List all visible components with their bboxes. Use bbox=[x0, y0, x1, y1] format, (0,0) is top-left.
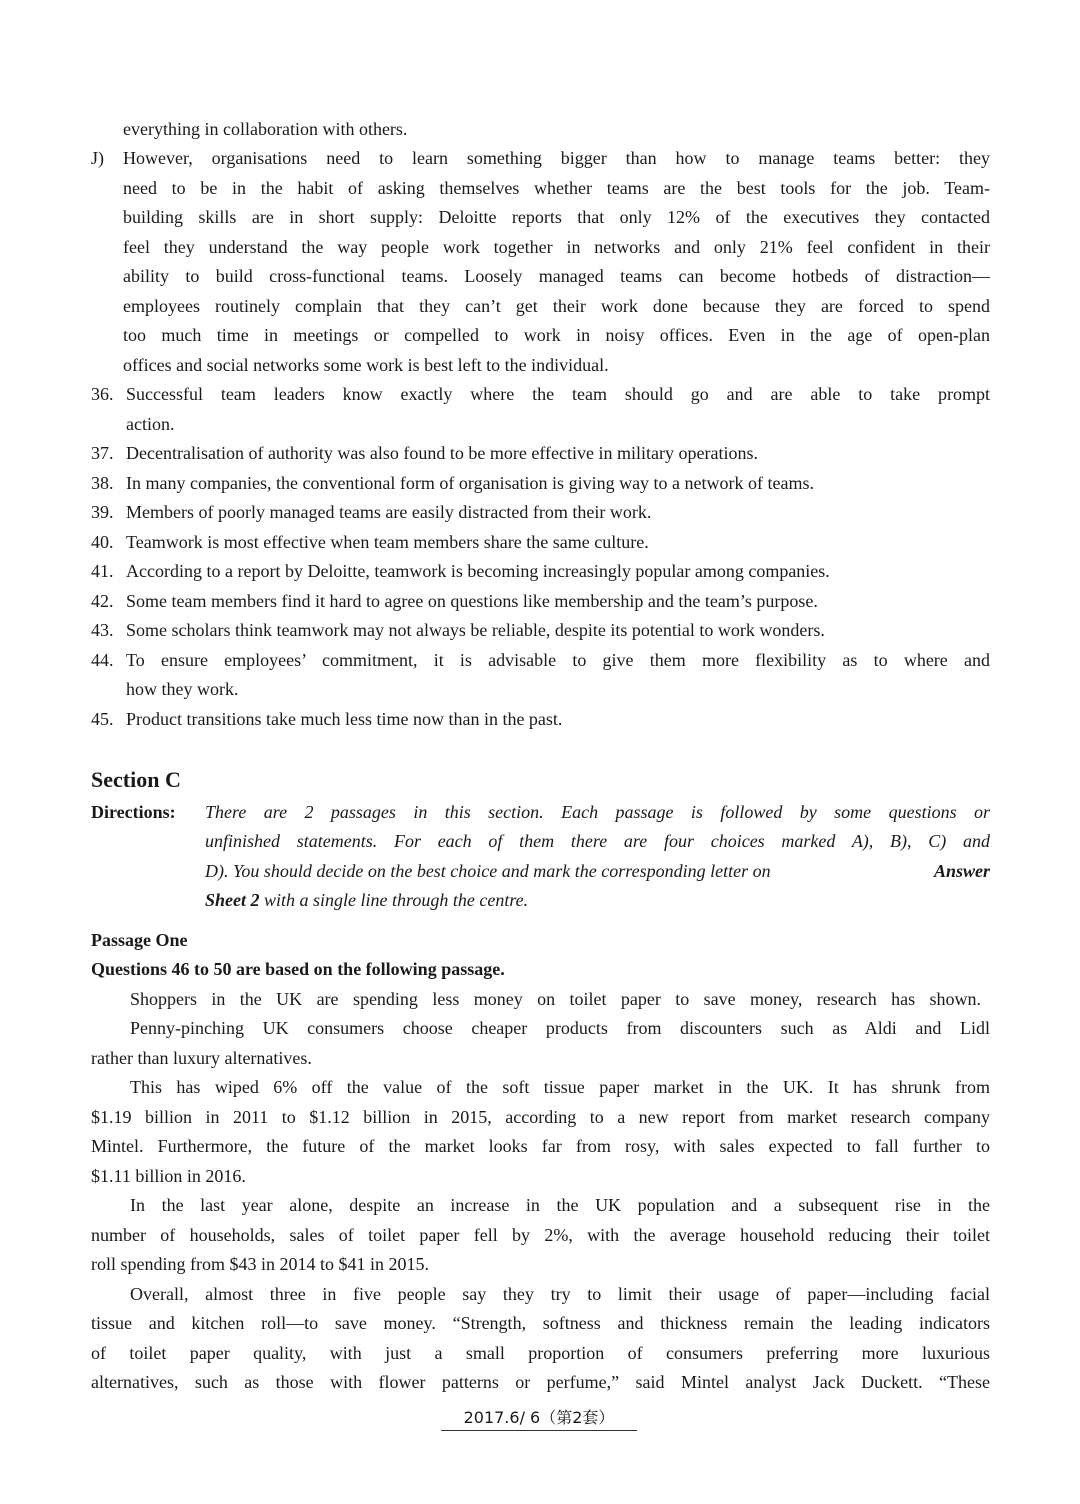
question-text: To ensure employees’ commitment, it is advisable to give them more flexibility as to where and bbox=[126, 650, 990, 670]
question-text: Teamwork is most effective when team members share the same culture. bbox=[126, 532, 649, 552]
question-text: Some team members find it hard to agree on questions like membership and the team’s purpose. bbox=[126, 591, 818, 611]
paragraph-j-line: too much time in meetings or compelled to work in noisy offices. Even in the age of open-plan bbox=[123, 325, 990, 345]
question-number: 42. bbox=[91, 591, 114, 611]
passage-line: Overall, almost three in five people say they try to limit their usage of paper—including facial bbox=[130, 1284, 990, 1304]
section-title: Section C bbox=[91, 767, 181, 792]
directions-line: There are 2 passages in this section. Each passage is followed by some questions or bbox=[205, 802, 990, 822]
question-text: Some scholars think teamwork may not always be reliable, despite its potential to work wonders. bbox=[126, 620, 825, 640]
passage-title: Passage One bbox=[91, 930, 188, 950]
directions-last-line bbox=[205, 889, 528, 911]
question-number: 39. bbox=[91, 502, 114, 522]
directions-line: with a single line through the centre. bbox=[264, 890, 529, 910]
question-number: 44. bbox=[91, 650, 114, 670]
directions-label: Directions: bbox=[91, 802, 176, 822]
continuation-line: everything in collaboration with others. bbox=[123, 119, 408, 139]
passage-line: Mintel. Furthermore, the future of the market looks far from rosy, with sales expected to fall further to bbox=[91, 1136, 990, 1156]
question-text: Product transitions take much less time now than in the past. bbox=[126, 709, 563, 729]
paragraph-j-line: need to be in the habit of asking themselves whether teams are the best tools for the job. Team- bbox=[123, 178, 990, 198]
question-text: According to a report by Deloitte, teamwork is becoming increasingly popular among companies. bbox=[126, 561, 830, 581]
passage-line: of toilet paper quality, with just a small proportion of consumers preferring more luxurious bbox=[91, 1343, 990, 1363]
paragraph-j-line: feel they understand the way people work together in networks and only 21% feel confident in their bbox=[123, 237, 990, 257]
paragraph-j-line: employees routinely complain that they can’t get their work done because they are forced to spend bbox=[123, 296, 990, 316]
question-number: 43. bbox=[91, 620, 114, 640]
page-footer: 2017.6/ 6（第2套） bbox=[441, 1408, 637, 1431]
passage-line: number of households, sales of toilet paper fell by 2%, with the average household reducing their toilet bbox=[91, 1225, 990, 1245]
question-number: 45. bbox=[91, 709, 114, 729]
question-text: action. bbox=[126, 414, 175, 434]
question-number: 40. bbox=[91, 532, 114, 552]
paragraph-label: J) bbox=[91, 148, 104, 168]
directions-line: unfinished statements. For each of them there are four choices marked A), B), C) and bbox=[205, 831, 990, 851]
question-number: 37. bbox=[91, 443, 114, 463]
paragraph-j-line: offices and social networks some work is best left to the individual. bbox=[123, 355, 609, 375]
passage-line: alternatives, such as those with flower patterns or perfume,” said Mintel analyst Jack Duckett. “These bbox=[91, 1372, 990, 1392]
question-number: 38. bbox=[91, 473, 114, 493]
question-text: In many companies, the conventional form of organisation is giving way to a network of teams. bbox=[126, 473, 815, 493]
passage-line: tissue and kitchen roll—to save money. “Strength, softness and thickness remain the leading indicators bbox=[91, 1313, 990, 1333]
directions-line-row bbox=[205, 860, 990, 882]
passage-subtitle: Questions 46 to 50 are based on the following passage. bbox=[91, 959, 505, 979]
passage-line: $1.19 billion in 2011 to $1.12 billion in 2015, according to a new report from market research company bbox=[91, 1107, 990, 1127]
question-text: Decentralisation of authority was also found to be more effective in military operations. bbox=[126, 443, 758, 463]
passage-line: rather than luxury alternatives. bbox=[91, 1048, 312, 1068]
passage-line: In the last year alone, despite an increase in the UK population and a subsequent rise in the bbox=[130, 1195, 990, 1215]
passage-line: This has wiped 6% off the value of the soft tissue paper market in the UK. It has shrunk from bbox=[130, 1077, 990, 1097]
passage-line: roll spending from $43 in 2014 to $41 in 2015. bbox=[91, 1254, 429, 1274]
question-number: 41. bbox=[91, 561, 114, 581]
passage-line: $1.11 billion in 2016. bbox=[91, 1166, 246, 1186]
question-text: how they work. bbox=[126, 679, 239, 699]
question-text: Members of poorly managed teams are easily distracted from their work. bbox=[126, 502, 652, 522]
answer-sheet-bold: Sheet 2 bbox=[205, 890, 260, 910]
passage-line: Shoppers in the UK are spending less money on toilet paper to save money, research has shown. bbox=[130, 989, 981, 1009]
paragraph-j-line: However, organisations need to learn something bigger than how to manage teams better: they bbox=[123, 148, 990, 168]
directions-line: D). You should decide on the best choice and mark the corresponding letter on bbox=[205, 861, 771, 881]
answer-sheet-bold: Answer bbox=[933, 861, 990, 881]
paragraph-j-line: ability to build cross-functional teams. Loosely managed teams can become hotbeds of distraction— bbox=[123, 266, 990, 286]
question-text: Successful team leaders know exactly where the team should go and are able to take prompt bbox=[126, 384, 990, 404]
paragraph-j-line: building skills are in short supply: Deloitte reports that only 12% of the executives they contacted bbox=[123, 207, 990, 227]
passage-line: Penny-pinching UK consumers choose cheaper products from discounters such as Aldi and Lidl bbox=[130, 1018, 990, 1038]
question-number: 36. bbox=[91, 384, 114, 404]
